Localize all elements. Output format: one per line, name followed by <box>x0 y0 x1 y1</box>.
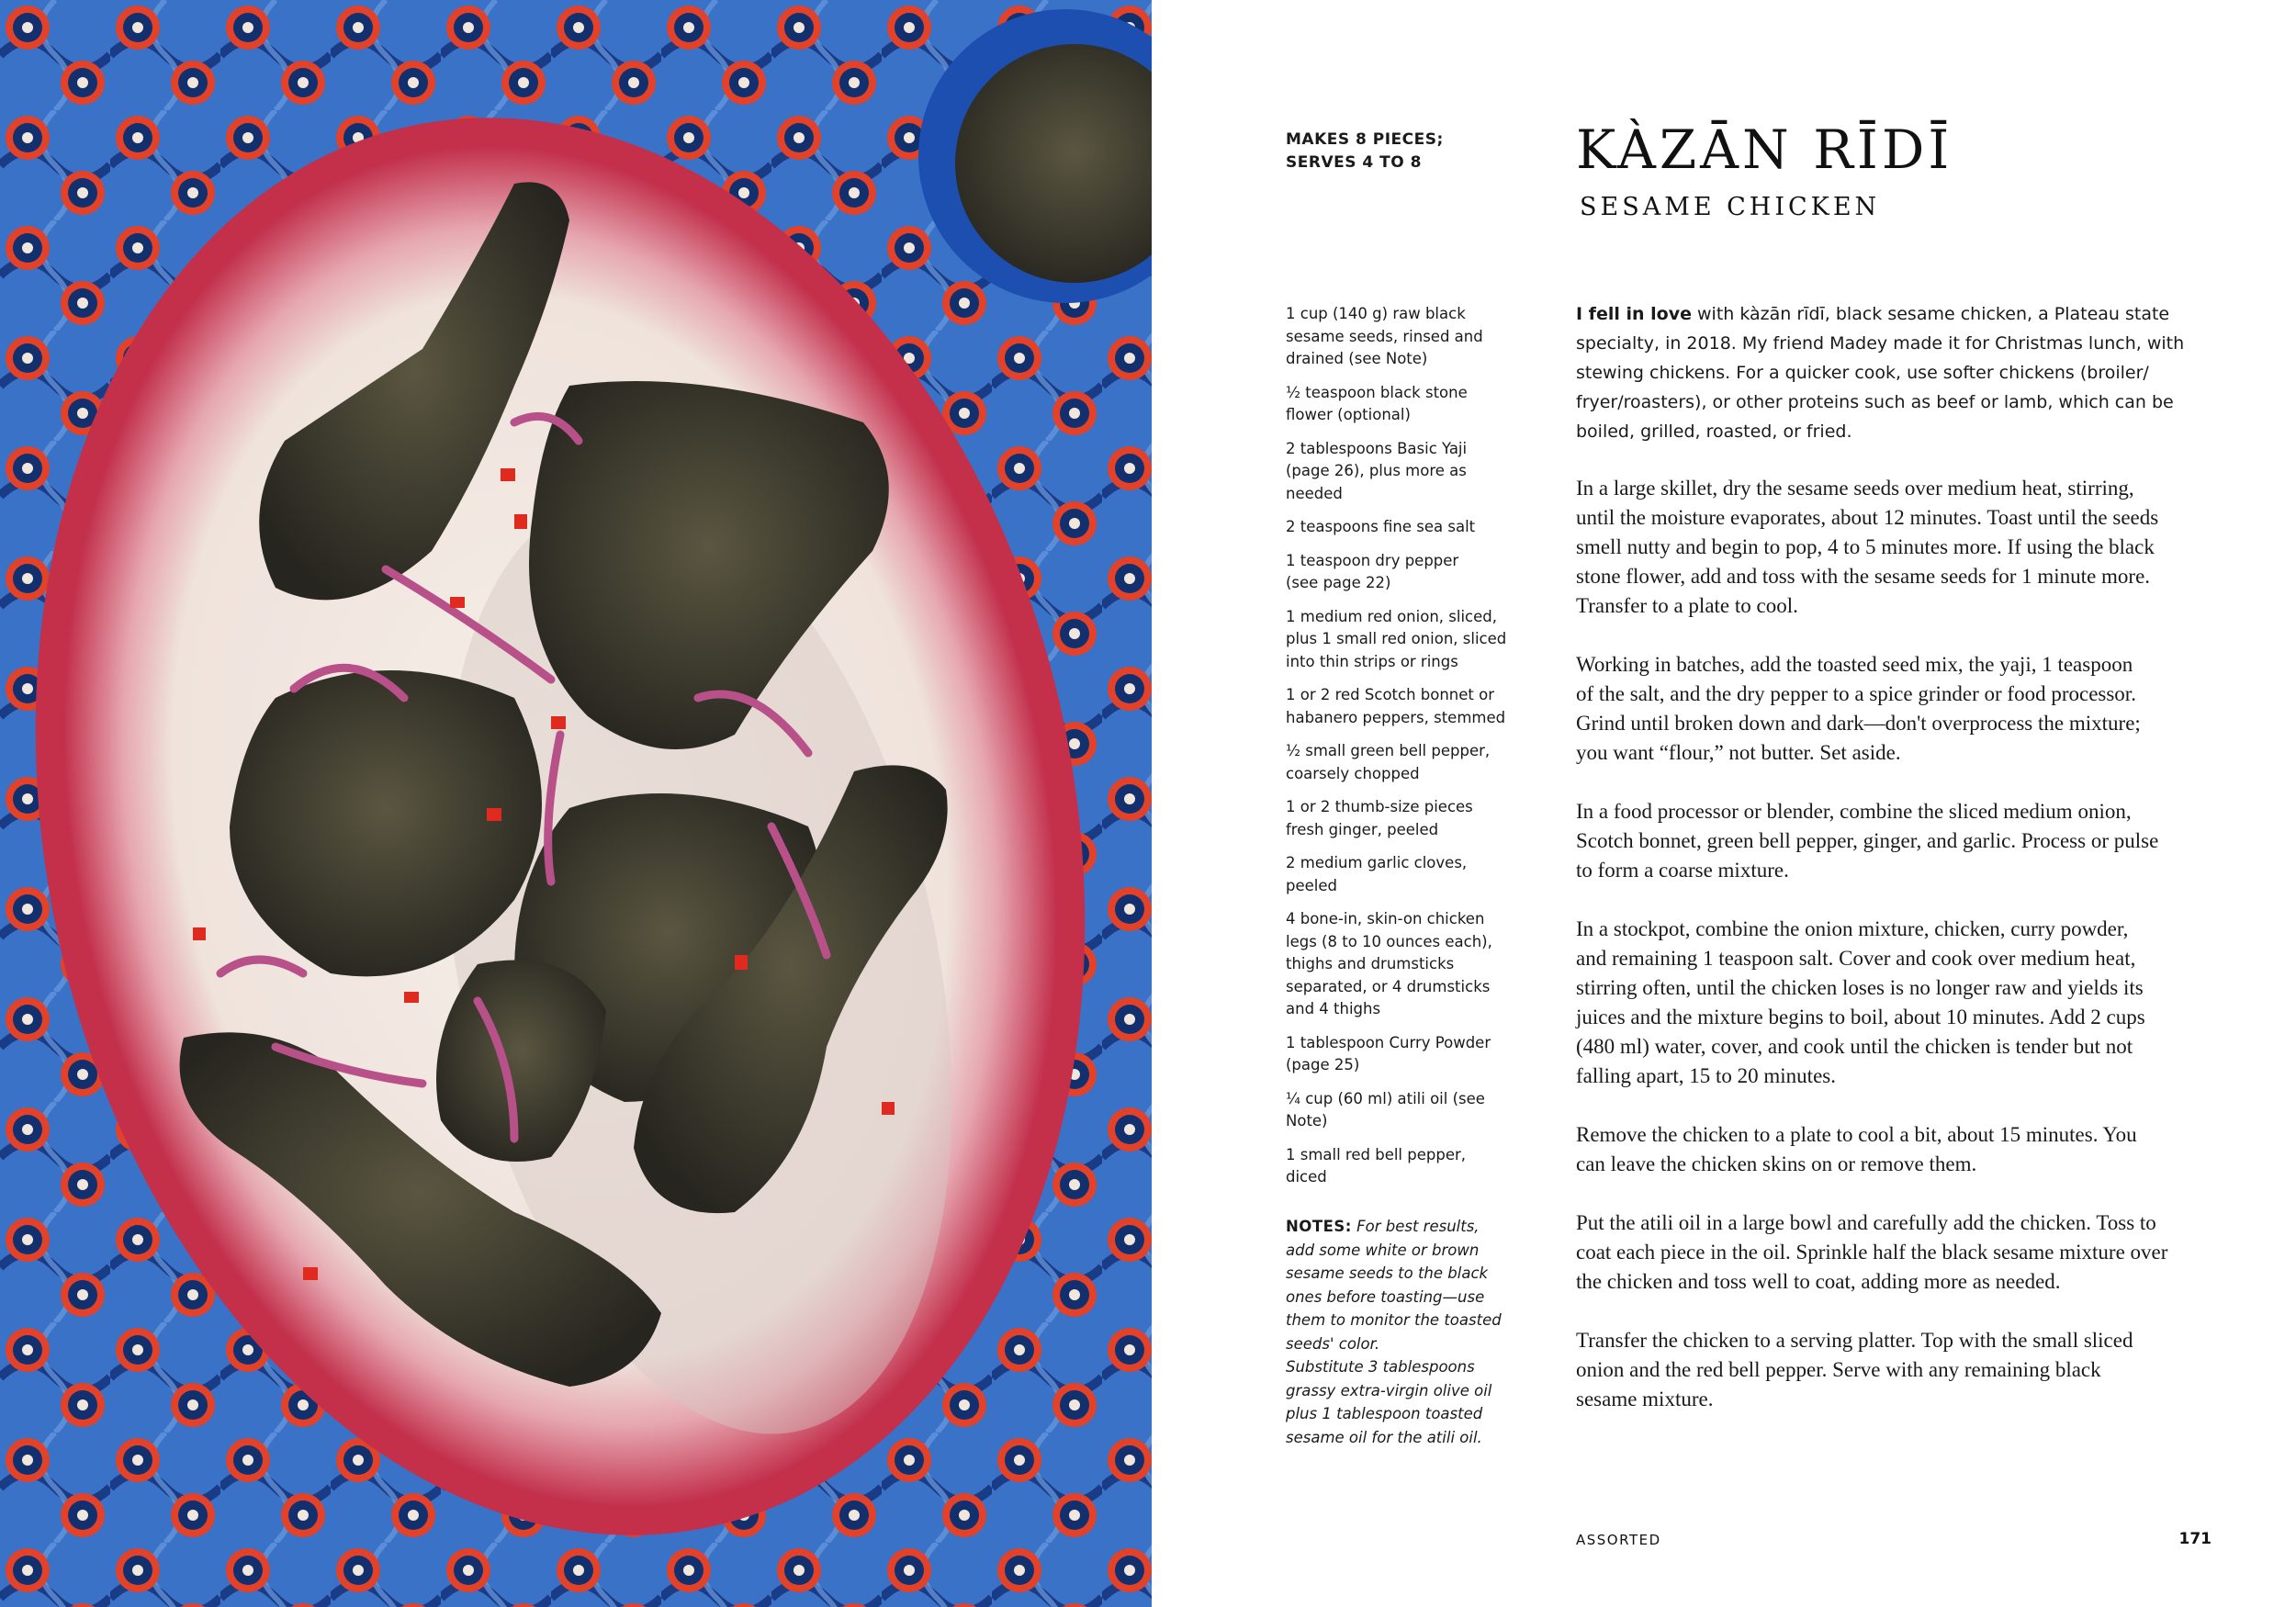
method-line: (480 ml) water, cover, and cook until the chicken is tender but not <box>1576 1035 2133 1058</box>
yield-line: MAKES 8 PIECES; <box>1286 130 1444 149</box>
ingredient-item <box>1286 908 1525 1021</box>
method-line: to form a coarse mixture. <box>1576 859 1789 882</box>
method-line: stirring often, until the chicken loses is no longer raw and yields its <box>1576 976 2144 999</box>
ingredient-item <box>1286 438 1525 506</box>
method-line: In a stockpot, combine the onion mixture, chicken, curry powder, <box>1576 917 2129 940</box>
method-line: sesame mixture. <box>1576 1388 1714 1410</box>
method-line: falling apart, 15 to 20 minutes. <box>1576 1064 1836 1087</box>
ingredient-line: legs (8 to 10 ounces each), <box>1286 932 1492 950</box>
method-line: Transfer to a plate to cool. <box>1576 594 1798 617</box>
ingredient-line: (page 25) <box>1286 1056 1360 1073</box>
ingredient-item <box>1286 606 1525 674</box>
ingredient-line: 1 teaspoon dry pepper <box>1286 551 1459 569</box>
ingredient-item <box>1286 740 1525 785</box>
intro-line: fryer/roasters), or other proteins such as beef or lamb, which can be <box>1576 392 2174 412</box>
method-step <box>1576 1208 2219 1297</box>
recipe-yield <box>1286 129 1469 174</box>
notes-line: Substitute 3 tablespoons <box>1286 1358 1475 1376</box>
ingredient-line: 1 or 2 thumb-size pieces <box>1286 798 1473 815</box>
ingredient-item <box>1286 852 1525 897</box>
method-step <box>1576 1120 2219 1179</box>
ingredient-line: thighs and drumsticks <box>1286 955 1455 972</box>
running-footer-section: ASSORTED <box>1576 1532 1661 1548</box>
ingredient-line: into thin strips or rings <box>1286 652 1458 670</box>
intro-line: stewing chickens. For a quicker cook, use softer chickens (broiler/ <box>1576 363 2149 383</box>
ingredient-line: drained (see Note) <box>1286 350 1428 367</box>
ingredient-line: peeled <box>1286 876 1337 894</box>
method-line: coat each piece in the oil. Sprinkle half the black sesame mixture over <box>1576 1241 2168 1264</box>
method-step <box>1576 1326 2219 1414</box>
ingredient-line: plus 1 small red onion, sliced <box>1286 630 1507 647</box>
ingredient-line: 2 teaspoons fine sea salt <box>1286 518 1476 535</box>
ingredient-item <box>1286 550 1525 595</box>
method-line: Working in batches, add the toasted seed mix, the yaji, 1 teaspoon <box>1576 653 2133 676</box>
method-line: Put the atili oil in a large bowl and carefully add the chicken. Toss to <box>1576 1211 2156 1234</box>
ingredient-line: (see page 22) <box>1286 574 1391 591</box>
ingredient-item <box>1286 1144 1525 1189</box>
intro-line: boiled, grilled, roasted, or fried. <box>1576 421 1852 442</box>
method-line: Grind until broken down and dark—don't overprocess the mixture; <box>1576 712 2141 735</box>
ingredient-line: 1 medium red onion, sliced, <box>1286 607 1497 625</box>
ingredient-item <box>1286 516 1525 539</box>
recipe-intro <box>1576 299 2200 446</box>
ingredient-line: diced <box>1286 1168 1327 1186</box>
ingredient-line: 2 medium garlic cloves, <box>1286 854 1468 871</box>
method-step <box>1576 915 2219 1091</box>
notes-line: them to monitor the toasted <box>1286 1311 1502 1329</box>
notes-line: sesame oil for the atili oil. <box>1286 1428 1482 1446</box>
ingredient-line: 1 small red bell pepper, <box>1286 1145 1467 1163</box>
method-line: you want “flour,” not butter. Set aside. <box>1576 741 1901 764</box>
notes-line: grassy extra-virgin olive oil <box>1286 1381 1492 1399</box>
ingredient-line: 1 cup (140 g) raw black <box>1286 305 1466 322</box>
method-line: Remove the chicken to a plate to cool a bit, about 15 minutes. You <box>1576 1123 2137 1146</box>
notes-label: NOTES: <box>1286 1218 1352 1235</box>
method-line: of the salt, and the dry pepper to a spice grinder or food processor. <box>1576 682 2136 705</box>
ingredient-line: coarsely chopped <box>1286 764 1420 782</box>
method-line: and remaining 1 teaspoon salt. Cover and cook over medium heat, <box>1576 947 2136 970</box>
notes-line: plus 1 tablespoon toasted <box>1286 1405 1483 1422</box>
intro-line: specialty, in 2018. My friend Madey made it for Christmas lunch, with <box>1576 333 2185 354</box>
notes-line: add some white or brown <box>1286 1241 1480 1259</box>
yield-line: SERVES 4 TO 8 <box>1286 153 1422 172</box>
recipe-notes <box>1286 1215 1525 1449</box>
ingredient-line: ½ teaspoon black stone <box>1286 383 1468 401</box>
recipe-title: KÀZĀN RĪDĪ <box>1576 118 1953 181</box>
ingredient-line: 1 tablespoon Curry Powder <box>1286 1033 1491 1051</box>
intro-lead: I fell in love <box>1576 304 1692 324</box>
ingredient-line: 2 tablespoons Basic Yaji <box>1286 439 1468 457</box>
method-line: until the moisture evaporates, about 12 minutes. Toast until the seeds <box>1576 506 2159 529</box>
ingredient-item <box>1286 684 1525 729</box>
ingredient-line: (page 26), plus more as <box>1286 462 1467 479</box>
ingredient-item <box>1286 303 1525 371</box>
ingredient-line: fresh ginger, peeled <box>1286 820 1439 838</box>
method-line: juices and the mixture begins to boil, about 10 minutes. Add 2 cups <box>1576 1006 2145 1028</box>
ingredient-item <box>1286 1032 1525 1077</box>
ingredient-item <box>1286 382 1525 427</box>
ingredient-item <box>1286 1088 1525 1133</box>
method-step <box>1576 797 2219 885</box>
ingredient-line: needed <box>1286 484 1343 502</box>
method-line: the chicken and toss well to coat, adding more as needed. <box>1576 1270 2061 1293</box>
intro-line: with kàzān rīdī, black sesame chicken, a Plateau state <box>1691 304 2170 324</box>
notes-line: For best results, <box>1356 1218 1480 1235</box>
method-line: Transfer the chicken to a serving platter. Top with the small sliced <box>1576 1329 2133 1352</box>
recipe-method <box>1576 474 2219 1444</box>
notes-line: seeds' color. <box>1286 1334 1380 1353</box>
ingredient-item <box>1286 796 1525 841</box>
ingredient-line: separated, or 4 drumsticks <box>1286 977 1491 995</box>
ingredient-line: 4 bone-in, skin-on chicken <box>1286 910 1485 927</box>
ingredient-line: Note) <box>1286 1112 1328 1129</box>
ingredient-line: and 4 thighs <box>1286 1000 1381 1017</box>
ingredient-line: flower (optional) <box>1286 406 1411 423</box>
ingredient-line: habanero peppers, stemmed <box>1286 708 1506 726</box>
method-line: smell nutty and begin to pop, 4 to 5 minutes more. If using the black <box>1576 535 2155 558</box>
ingredient-line: ¼ cup (60 ml) atili oil (see <box>1286 1089 1485 1107</box>
ingredient-line: sesame seeds, rinsed and <box>1286 327 1483 345</box>
ingredient-list <box>1286 303 1525 1200</box>
method-line: can leave the chicken skins on or remove them. <box>1576 1152 1977 1175</box>
method-line: stone flower, add and toss with the sesame seeds for 1 minute more. <box>1576 565 2151 588</box>
ingredient-line: ½ small green bell pepper, <box>1286 742 1491 759</box>
page-number: 171 <box>2178 1530 2212 1548</box>
notes-line: ones before toasting—use <box>1286 1287 1485 1306</box>
method-line: In a food processor or blender, combine the sliced medium onion, <box>1576 800 2132 823</box>
method-step <box>1576 650 2219 768</box>
ingredient-line: 1 or 2 red Scotch bonnet or <box>1286 686 1495 703</box>
method-line: onion and the red bell pepper. Serve with any remaining black <box>1576 1358 2101 1381</box>
notes-line: sesame seeds to the black <box>1286 1264 1489 1282</box>
recipe-text-page <box>1152 0 2296 1607</box>
method-line: In a large skillet, dry the sesame seeds over medium heat, stirring, <box>1576 477 2134 500</box>
method-step <box>1576 474 2219 621</box>
recipe-subtitle: SESAME CHICKEN <box>1580 193 1881 221</box>
method-line: Scotch bonnet, green bell pepper, ginger, and garlic. Process or pulse <box>1576 829 2159 852</box>
